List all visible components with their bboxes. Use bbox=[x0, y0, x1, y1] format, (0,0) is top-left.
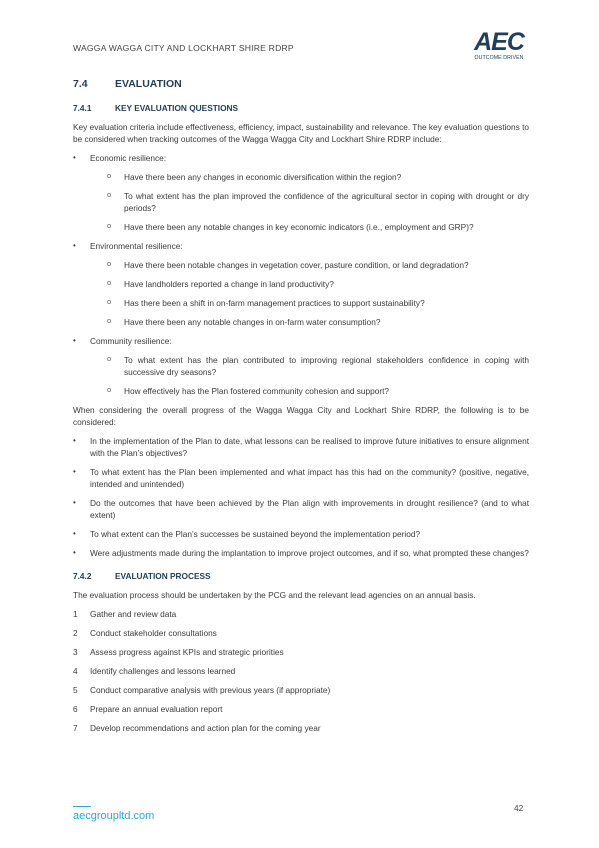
step-number: 1 bbox=[73, 609, 78, 619]
step-number: 2 bbox=[73, 628, 78, 638]
list-item-environmental bbox=[73, 240, 529, 328]
main-content bbox=[73, 78, 529, 741]
subsection-title: EVALUATION PROCESS bbox=[115, 571, 211, 581]
list-item: • Were adjustments made during the implantation to improve project outcomes, and if so, what prompted these changes? bbox=[73, 547, 529, 559]
step-text: Conduct comparative analysis with previous years (if appropriate) bbox=[90, 685, 331, 695]
logo-tagline: OUTCOME DRIVEN bbox=[474, 55, 524, 61]
group-label: Environmental resilience: bbox=[90, 241, 183, 251]
process-step bbox=[73, 627, 529, 639]
list-item: • In the implementation of the Plan to date, what lessons can be realised to improve future initiatives to ensure alignment with the Plan’s objectives? bbox=[73, 435, 529, 459]
section-number: 7.4 bbox=[73, 78, 88, 90]
sub-list-item: o Have there been any changes in economic diversification within the region? bbox=[90, 171, 529, 183]
process-step bbox=[73, 646, 529, 658]
step-text: Develop recommendations and action plan for the coming year bbox=[90, 723, 321, 733]
step-text: Prepare an annual evaluation report bbox=[90, 704, 223, 714]
sub-list bbox=[90, 259, 529, 328]
step-number: 6 bbox=[73, 704, 78, 714]
section-title: EVALUATION bbox=[115, 78, 182, 90]
step-text: Identify challenges and lessons learned bbox=[90, 666, 236, 676]
document-header-title: WAGGA WAGGA CITY AND LOCKHART SHIRE RDRP bbox=[73, 43, 294, 53]
footer-accent-line bbox=[73, 806, 91, 807]
process-step bbox=[73, 684, 529, 696]
list-item: • To what extent can the Plan’s successes be sustained beyond the implementation period? bbox=[73, 528, 529, 540]
step-text: Gather and review data bbox=[90, 609, 177, 619]
sub-list-item: o Have there been notable changes in vegetation cover, pasture condition, or land degradation? bbox=[90, 259, 529, 271]
list-item-economic bbox=[73, 152, 529, 233]
sub-list-item: o Have landholders reported a change in land productivity? bbox=[90, 278, 529, 290]
sub-list-item: o Has there been a shift in on-farm management practices to support sustainability? bbox=[90, 297, 529, 309]
step-number: 3 bbox=[73, 647, 78, 657]
sub-list-item: o Have there been any notable changes in key economic indicators (i.e., employment and GRP)? bbox=[90, 221, 529, 233]
list-item-community bbox=[73, 335, 529, 397]
step-text: Conduct stakeholder consultations bbox=[90, 628, 217, 638]
step-number: 4 bbox=[73, 666, 78, 676]
sub-list-item: o Have there been any notable changes in on-farm water consumption? bbox=[90, 316, 529, 328]
subsection-heading-process bbox=[73, 571, 529, 581]
process-step bbox=[73, 703, 529, 715]
section-heading bbox=[73, 78, 529, 90]
logo-wordmark: AEC bbox=[474, 28, 524, 56]
subsection-number: 7.4.1 bbox=[73, 103, 92, 113]
process-steps-list bbox=[73, 608, 529, 734]
process-intro: The evaluation process should be undertaken by the PCG and the relevant lead agencies on an annual basis. bbox=[73, 590, 476, 600]
page-number: 42 bbox=[514, 803, 524, 813]
questions-intro: Key evaluation criteria include effectiveness, efficiency, impact, sustainability and relevance. The key evaluation questions to be considered when tracking outcomes of the Wagga Wagga City and Lockhart Shire RDRP include: bbox=[73, 122, 529, 144]
group-label: Economic resilience: bbox=[90, 153, 167, 163]
sub-list bbox=[90, 354, 529, 397]
sub-list-item: o To what extent has the plan contributed to improving regional stakeholders confidence in coping with successive dry seasons? bbox=[90, 354, 529, 378]
list-item: • To what extent has the Plan been implemented and what impact has this had on the community? (positive, negative, intended and unintended) bbox=[73, 466, 529, 490]
process-step bbox=[73, 665, 529, 677]
footer-website-link[interactable]: aecgroupltd.com bbox=[73, 810, 155, 822]
list-item: • Do the outcomes that have been achieved by the Plan align with improvements in drought resilience? (and to what extent) bbox=[73, 497, 529, 521]
subsection-title: KEY EVALUATION QUESTIONS bbox=[115, 103, 239, 113]
subsection-number: 7.4.2 bbox=[73, 571, 92, 581]
process-step bbox=[73, 722, 529, 734]
overall-progress-intro: When considering the overall progress of the Wagga Wagga City and Lockhart Shire RDRP, the following is to be considered: bbox=[73, 405, 529, 427]
aec-logo bbox=[467, 30, 531, 64]
sub-list-item: o How effectively has the Plan fostered community cohesion and support? bbox=[90, 385, 529, 397]
sub-list bbox=[90, 171, 529, 233]
sub-list-item: o To what extent has the plan improved the confidence of the agricultural sector in coping with drought or dry periods? bbox=[90, 190, 529, 214]
resilience-question-list bbox=[73, 152, 529, 397]
group-label: Community resilience: bbox=[90, 336, 172, 346]
step-number: 5 bbox=[73, 685, 78, 695]
process-step bbox=[73, 608, 529, 620]
overall-progress-list bbox=[73, 435, 529, 559]
subsection-heading-questions bbox=[73, 103, 529, 113]
step-text: Assess progress against KPIs and strategic priorities bbox=[90, 647, 284, 657]
step-number: 7 bbox=[73, 723, 78, 733]
